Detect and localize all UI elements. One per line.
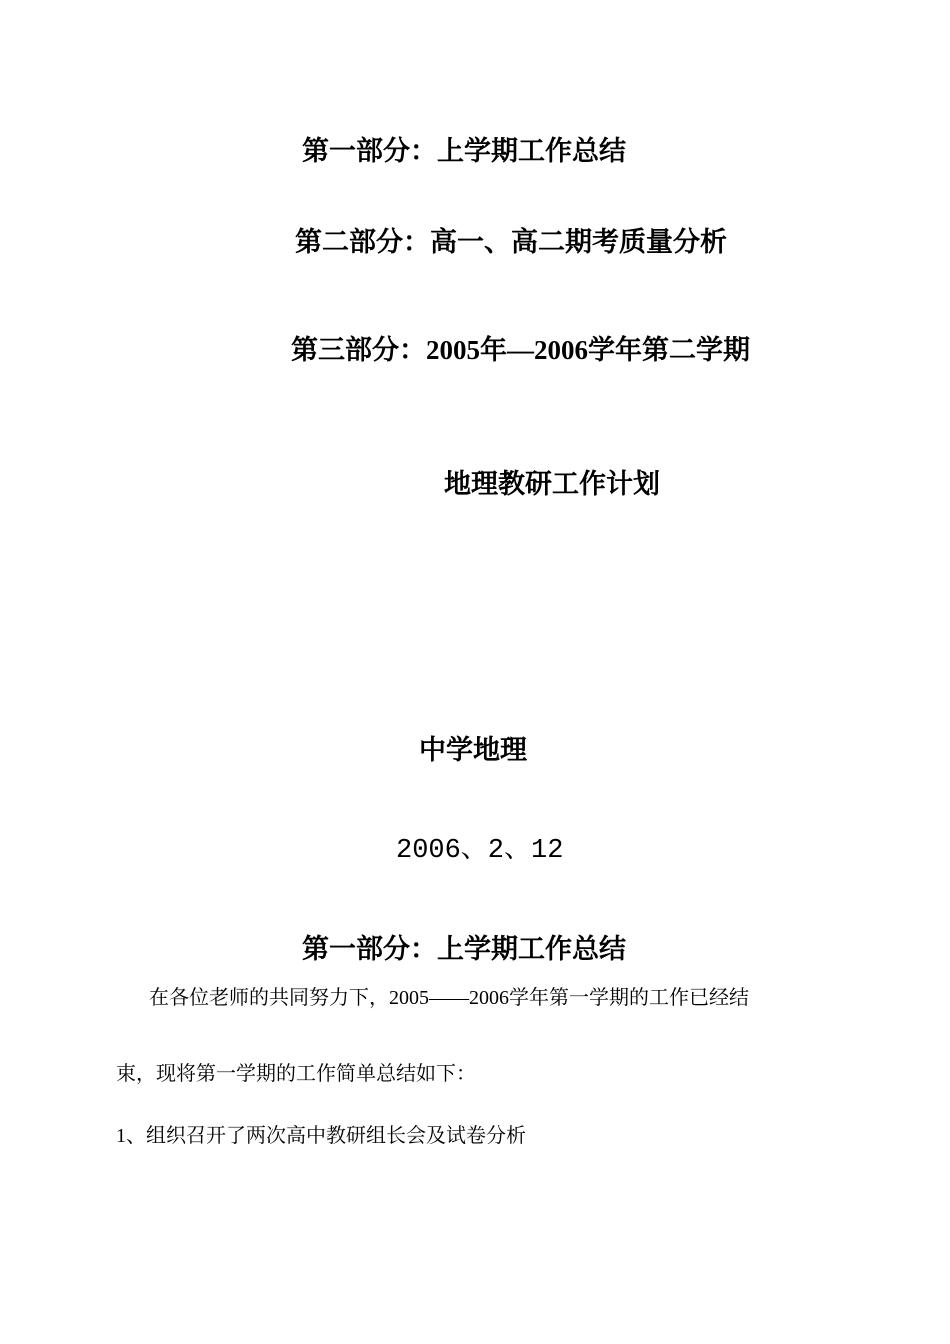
document-date: 2006、2、12 <box>396 836 564 866</box>
toc-part-two: 第二部分：高一、高二期考质量分析 <box>295 227 727 257</box>
organization-name: 中学地理 <box>419 735 527 765</box>
toc-part-three: 第三部分：2005年—2006学年第二学期 <box>291 335 750 365</box>
toc-part-one: 第一部分：上学期工作总结 <box>302 136 626 166</box>
paragraph-line-2: 束，现将第一学期的工作简单总结如下： <box>116 1063 476 1085</box>
list-item-1: 1、组织召开了两次高中教研组长会及试卷分析 <box>116 1125 526 1147</box>
paragraph-line-1: 在各位老师的共同努力下，2005——2006学年第一学期的工作已经结 <box>149 987 749 1009</box>
toc-part-three-continuation: 地理教研工作计划 <box>444 469 660 499</box>
section-title: 第一部分：上学期工作总结 <box>302 934 626 964</box>
